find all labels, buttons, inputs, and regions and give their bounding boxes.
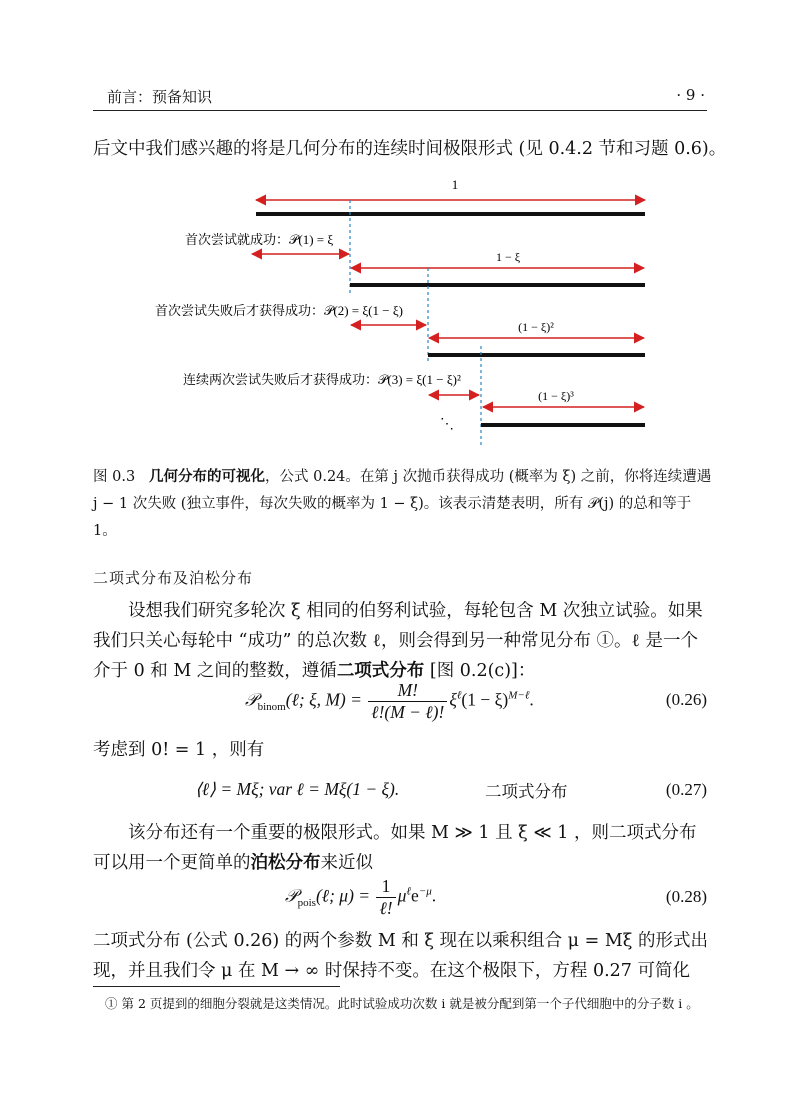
equation-0-26: 𝒫$_{binom}$(ℓ; ξ, M) = $\frac{M!}{\text{ℓ!(M − ℓ)!}}$ $\xi^\ell(1 - \xi)^{M-\ell}$. [245, 680, 534, 722]
page-number: · 9 · [676, 86, 705, 104]
eq-number-0-26: (0.26) [665, 690, 707, 709]
label-total: 1 [451, 177, 459, 192]
caption-bold: 几何分布的可视化 [149, 469, 265, 485]
section-title: 二项式分布及泊松分布 [93, 569, 254, 587]
paragraph-limit: 二项式分布 (公式 0.26) 的两个参数 M 和 ξ 现在以乘积组合 μ = Mξ 的形式出现，并且我们令 μ 在 M → ∞ 时保持不变。在这个极限下，方程 0.27 可简化 [93, 931, 708, 981]
ellipsis: ⋱ [440, 417, 454, 432]
geometric-distribution-figure [0, 170, 800, 460]
paragraph-binomial: 设想我们研究多轮次 ξ 相同的伯努利试验，每轮包含 M 次独立试验。如果我们只关心每轮中 “成功” 的总次数 ℓ，则会得到另一种常见分布 ①。ℓ 是一个介于 0 和 M 之间的整数，遵循二项式分布 [图 0.2(c)]： [93, 601, 703, 681]
caption-prefix: 图 0.3 [93, 469, 136, 485]
equation-0-27: ⟨ℓ⟩ = Mξ; var ℓ = Mξ(1 − ξ). [195, 779, 400, 799]
eq-label-binomial: 二项式分布 [485, 782, 568, 801]
row3-label: 连续两次尝试失败后才获得成功：𝒫(3) = ξ(1 − ξ)² [183, 372, 461, 387]
header-rule [93, 110, 707, 111]
bar-row1 [350, 283, 645, 287]
footnote-rule [93, 986, 340, 987]
bar-row2 [428, 353, 645, 357]
row2-label: 首次尝试失败后才获得成功：𝒫(2) = ξ(1 − ξ) [155, 303, 403, 318]
caption-text: ，公式 0.24。在第 j 次抛币获得成功 (概率为 ξ) 之前，你将连续遭遇 j − 1 次失败 (独立事件，每次失败的概率为 1 − ξ)。该表示清楚表明，所有 𝒫(j) 的总和等于 1。 [93, 469, 712, 539]
equation-0-28: 𝒫$_{pois}$(ℓ; μ) = $\frac{1}{\text{ℓ!}}$ $\mu^\ell e^{-\mu}$. [285, 876, 437, 918]
bar-row3 [481, 423, 645, 427]
row1-right-label: 1 − ξ [495, 250, 521, 264]
running-header-title: 前言：预备知识 [107, 88, 213, 106]
row3-right-label: (1 − ξ)³ [538, 389, 574, 403]
row2-right-label: (1 − ξ)² [518, 320, 554, 334]
row1-label: 首次尝试就成功：𝒫(1) = ξ [185, 232, 334, 247]
intro-sentence: 后文中我们感兴趣的将是几何分布的连续时间极限形式 (见 0.4.2 节和习题 0.6)。 [93, 139, 727, 159]
footnote: ① 第 2 页提到的细胞分裂就是这类情况。此时试验成功次数 i 就是被分配到第一个子代细胞中的分子数 i 。 [105, 996, 699, 1011]
paragraph-poisson: 该分布还有一个重要的极限形式。如果 M ≫ 1 且 ξ ≪ 1 ，则二项式分布可以用一个更简单的泊松分布来近似 [93, 823, 697, 873]
figure-caption [93, 464, 713, 545]
consider-line: 考虑到 0! = 1 ，则有 [93, 740, 265, 760]
bar-total [256, 212, 645, 216]
eq-number-0-28: (0.28) [665, 887, 707, 906]
eq-number-0-27: (0.27) [665, 780, 707, 799]
